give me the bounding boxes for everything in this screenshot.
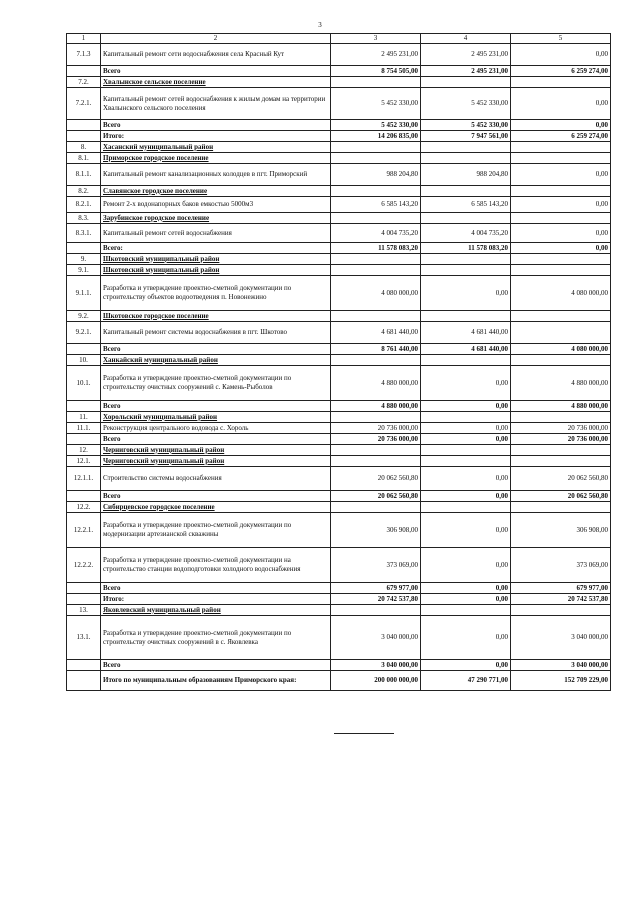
total-amount-cell: 14 206 835,00 xyxy=(331,131,421,142)
regional-funds-cell: 0,00 xyxy=(421,423,511,434)
regional-funds-cell xyxy=(421,77,511,88)
remaining-amount-cell: 6 259 274,00 xyxy=(511,131,611,142)
total-amount-cell: 8 761 440,00 xyxy=(331,344,421,355)
district-section-row xyxy=(67,254,611,265)
total-amount-cell: 4 004 735,20 xyxy=(331,224,421,243)
remaining-amount-cell xyxy=(511,213,611,224)
row-name-cell: Ханкайский муниципальный район xyxy=(101,355,331,366)
remaining-amount-cell: 0,00 xyxy=(511,88,611,120)
row-code-cell: 12.1. xyxy=(67,456,101,467)
row-name-cell: Капитальный ремонт канализационных колодцев в пгт. Приморский xyxy=(101,164,331,186)
total-amount-cell: 4 880 000,00 xyxy=(331,366,421,401)
total-row xyxy=(67,583,611,594)
remaining-amount-cell: 0,00 xyxy=(511,120,611,131)
total-row xyxy=(67,671,611,691)
remaining-amount-cell xyxy=(511,142,611,153)
row-code-cell: 9.2. xyxy=(67,311,101,322)
remaining-amount-cell: 20 062 560,80 xyxy=(511,491,611,502)
row-code-cell: 8. xyxy=(67,142,101,153)
regional-funds-cell: 4 681 440,00 xyxy=(421,344,511,355)
total-amount-cell: 20 736 000,00 xyxy=(331,423,421,434)
row-code-cell: 12.2. xyxy=(67,502,101,513)
settlement-section-row xyxy=(67,153,611,164)
row-code-cell xyxy=(67,131,101,142)
remaining-amount-cell: 20 736 000,00 xyxy=(511,423,611,434)
table-row xyxy=(67,513,611,548)
remaining-amount-cell xyxy=(511,265,611,276)
regional-funds-cell: 0,00 xyxy=(421,401,511,412)
remaining-amount-cell xyxy=(511,456,611,467)
total-amount-cell: 20 062 560,80 xyxy=(331,491,421,502)
row-code-cell: 13.1. xyxy=(67,616,101,660)
row-name-cell: Всего xyxy=(101,120,331,131)
row-code-cell: 8.2. xyxy=(67,186,101,197)
total-amount-cell xyxy=(331,355,421,366)
regional-funds-cell: 11 578 083,20 xyxy=(421,243,511,254)
remaining-amount-cell: 6 259 274,00 xyxy=(511,66,611,77)
remaining-amount-cell xyxy=(511,186,611,197)
row-code-cell: 9.1. xyxy=(67,265,101,276)
regional-funds-cell: 0,00 xyxy=(421,616,511,660)
settlement-section-row xyxy=(67,456,611,467)
remaining-amount-cell: 0,00 xyxy=(511,44,611,66)
regional-funds-cell: 0,00 xyxy=(421,594,511,605)
regional-funds-cell: 0,00 xyxy=(421,660,511,671)
total-amount-cell: 20 062 560,80 xyxy=(331,467,421,491)
total-amount-cell xyxy=(331,265,421,276)
regional-funds-cell: 0,00 xyxy=(421,583,511,594)
regional-funds-cell: 7 947 561,00 xyxy=(421,131,511,142)
regional-funds-cell: 0,00 xyxy=(421,276,511,311)
row-name-cell: Капитальный ремонт сетей водоснабжения к жилым домам на территории Хвалынского сельского поселения xyxy=(101,88,331,120)
total-amount-cell: 6 585 143,20 xyxy=(331,197,421,213)
row-name-cell: Всего xyxy=(101,583,331,594)
row-name-cell: Итого по муниципальным образованиям Приморского края: xyxy=(101,671,331,691)
table-row xyxy=(67,366,611,401)
row-name-cell: Разработка и утверждение проектно-сметной документации по модернизации артезианской скважины xyxy=(101,513,331,548)
row-name-cell: Итого: xyxy=(101,594,331,605)
remaining-amount-cell: 152 709 229,00 xyxy=(511,671,611,691)
row-name-cell: Капитальный ремонт сетей водоснабжения xyxy=(101,224,331,243)
row-name-cell: Сибирцевское городское поселение xyxy=(101,502,331,513)
row-name-cell: Черниговский муниципальный район xyxy=(101,445,331,456)
regional-funds-cell: 5 452 330,00 xyxy=(421,88,511,120)
regional-funds-cell xyxy=(421,412,511,423)
settlement-section-row xyxy=(67,213,611,224)
remaining-amount-cell xyxy=(511,412,611,423)
row-code-cell: 8.3.1. xyxy=(67,224,101,243)
settlement-section-row xyxy=(67,502,611,513)
row-name-cell: Реконструкция центрального водовода с. Хороль xyxy=(101,423,331,434)
row-name-cell: Строительство системы водоснабжения xyxy=(101,467,331,491)
row-code-cell: 11. xyxy=(67,412,101,423)
regional-funds-cell xyxy=(421,153,511,164)
total-row xyxy=(67,491,611,502)
remaining-amount-cell: 3 040 000,00 xyxy=(511,616,611,660)
table-row xyxy=(67,616,611,660)
row-code-cell xyxy=(67,583,101,594)
district-section-row xyxy=(67,355,611,366)
settlement-section-row xyxy=(67,186,611,197)
row-code-cell: 10.1. xyxy=(67,366,101,401)
row-code-cell: 12.2.1. xyxy=(67,513,101,548)
settlement-section-row xyxy=(67,77,611,88)
regional-funds-cell: 47 290 771,00 xyxy=(421,671,511,691)
remaining-amount-cell: 20 736 000,00 xyxy=(511,434,611,445)
row-name-cell: Зарубинское городское поселение xyxy=(101,213,331,224)
remaining-amount-cell xyxy=(511,254,611,265)
table-row xyxy=(67,44,611,66)
total-row xyxy=(67,344,611,355)
table-row xyxy=(67,423,611,434)
total-amount-cell xyxy=(331,153,421,164)
total-row xyxy=(67,660,611,671)
regional-funds-cell xyxy=(421,186,511,197)
district-section-row xyxy=(67,142,611,153)
row-name-cell: Разработка и утверждение проектно-сметной документации на строительство станции водоподготовки холодного водоснабжения xyxy=(101,548,331,583)
total-amount-cell: 306 908,00 xyxy=(331,513,421,548)
regional-funds-cell xyxy=(421,265,511,276)
remaining-amount-cell: 306 908,00 xyxy=(511,513,611,548)
table-row xyxy=(67,88,611,120)
row-name-cell: Шкотовский муниципальный район xyxy=(101,254,331,265)
remaining-amount-cell: 0,00 xyxy=(511,224,611,243)
row-name-cell: Разработка и утверждение проектно-сметной документации по строительству очистных сооружений в с. Яковлевка xyxy=(101,616,331,660)
total-amount-cell xyxy=(331,142,421,153)
budget-table xyxy=(66,33,611,691)
regional-funds-cell xyxy=(421,213,511,224)
remaining-amount-cell xyxy=(511,445,611,456)
row-code-cell xyxy=(67,491,101,502)
remaining-amount-cell xyxy=(511,355,611,366)
remaining-amount-cell xyxy=(511,77,611,88)
header-cell-1: 1 xyxy=(67,34,101,44)
row-code-cell: 12. xyxy=(67,445,101,456)
settlement-section-row xyxy=(67,311,611,322)
total-amount-cell: 988 204,80 xyxy=(331,164,421,186)
row-code-cell xyxy=(67,344,101,355)
total-amount-cell: 2 495 231,00 xyxy=(331,44,421,66)
total-amount-cell: 4 080 000,00 xyxy=(331,276,421,311)
total-amount-cell: 5 452 330,00 xyxy=(331,120,421,131)
total-row xyxy=(67,594,611,605)
row-code-cell: 12.1.1. xyxy=(67,467,101,491)
page-number: 3 xyxy=(318,21,322,29)
row-code-cell: 8.2.1. xyxy=(67,197,101,213)
row-name-cell: Всего: xyxy=(101,243,331,254)
district-section-row xyxy=(67,605,611,616)
total-amount-cell xyxy=(331,311,421,322)
remaining-amount-cell: 3 040 000,00 xyxy=(511,660,611,671)
row-code-cell: 8.1.1. xyxy=(67,164,101,186)
row-name-cell: Черниговский муниципальный район xyxy=(101,456,331,467)
column-number-header xyxy=(67,34,611,44)
row-name-cell: Всего xyxy=(101,401,331,412)
header-cell-5: 5 xyxy=(511,34,611,44)
regional-funds-cell: 4 004 735,20 xyxy=(421,224,511,243)
regional-funds-cell: 2 495 231,00 xyxy=(421,44,511,66)
row-name-cell: Славянское городское поселение xyxy=(101,186,331,197)
end-of-table-line xyxy=(334,733,394,734)
header-cell-2: 2 xyxy=(101,34,331,44)
regional-funds-cell: 0,00 xyxy=(421,513,511,548)
remaining-amount-cell xyxy=(511,311,611,322)
row-code-cell: 8.3. xyxy=(67,213,101,224)
table-row xyxy=(67,197,611,213)
row-name-cell: Всего xyxy=(101,66,331,77)
total-amount-cell xyxy=(331,213,421,224)
row-code-cell: 9.2.1. xyxy=(67,322,101,344)
regional-funds-cell: 0,00 xyxy=(421,548,511,583)
total-row xyxy=(67,131,611,142)
total-amount-cell: 20 742 537,80 xyxy=(331,594,421,605)
total-amount-cell: 3 040 000,00 xyxy=(331,660,421,671)
total-amount-cell xyxy=(331,186,421,197)
row-code-cell: 9. xyxy=(67,254,101,265)
remaining-amount-cell: 20 742 537,80 xyxy=(511,594,611,605)
remaining-amount-cell: 0,00 xyxy=(511,243,611,254)
row-code-cell: 8.1. xyxy=(67,153,101,164)
row-code-cell xyxy=(67,401,101,412)
total-amount-cell: 4 681 440,00 xyxy=(331,322,421,344)
regional-funds-cell: 0,00 xyxy=(421,366,511,401)
header-cell-4: 4 xyxy=(421,34,511,44)
total-row xyxy=(67,243,611,254)
row-name-cell: Хорольский муниципальный район xyxy=(101,412,331,423)
total-amount-cell xyxy=(331,254,421,265)
row-name-cell: Всего xyxy=(101,491,331,502)
total-amount-cell: 373 069,00 xyxy=(331,548,421,583)
row-name-cell: Всего xyxy=(101,434,331,445)
table-row xyxy=(67,548,611,583)
row-name-cell: Ремонт 2-х водонапорных баков емкостью 5000м3 xyxy=(101,197,331,213)
regional-funds-cell xyxy=(421,502,511,513)
remaining-amount-cell: 4 880 000,00 xyxy=(511,366,611,401)
row-name-cell: Разработка и утверждение проектно-сметной документации по строительству очистных сооружений с. Камень-Рыболов xyxy=(101,366,331,401)
row-name-cell: Разработка и утверждение проектно-сметной документации по строительству объектов водоотведения п. Новонежино xyxy=(101,276,331,311)
row-code-cell xyxy=(67,243,101,254)
row-name-cell: Всего xyxy=(101,344,331,355)
row-code-cell: 11.1. xyxy=(67,423,101,434)
total-amount-cell xyxy=(331,77,421,88)
total-amount-cell xyxy=(331,605,421,616)
regional-funds-cell xyxy=(421,311,511,322)
row-code-cell: 7.2. xyxy=(67,77,101,88)
total-row xyxy=(67,434,611,445)
row-name-cell: Приморское городское поселение xyxy=(101,153,331,164)
row-code-cell xyxy=(67,671,101,691)
row-code-cell xyxy=(67,594,101,605)
total-row xyxy=(67,66,611,77)
total-amount-cell: 5 452 330,00 xyxy=(331,88,421,120)
total-amount-cell xyxy=(331,456,421,467)
remaining-amount-cell: 4 880 000,00 xyxy=(511,401,611,412)
table-row xyxy=(67,224,611,243)
row-name-cell: Итого: xyxy=(101,131,331,142)
row-name-cell: Капитальный ремонт системы водоснабжения в пгт. Шкотово xyxy=(101,322,331,344)
regional-funds-cell xyxy=(421,605,511,616)
total-amount-cell xyxy=(331,445,421,456)
total-amount-cell: 3 040 000,00 xyxy=(331,616,421,660)
header-cell-3: 3 xyxy=(331,34,421,44)
regional-funds-cell: 0,00 xyxy=(421,467,511,491)
row-name-cell: Капитальный ремонт сети водоснабжения села Красный Кут xyxy=(101,44,331,66)
total-amount-cell: 679 977,00 xyxy=(331,583,421,594)
total-row xyxy=(67,120,611,131)
table-row xyxy=(67,467,611,491)
row-code-cell xyxy=(67,434,101,445)
total-row xyxy=(67,401,611,412)
row-code-cell: 9.1.1. xyxy=(67,276,101,311)
remaining-amount-cell: 4 080 000,00 xyxy=(511,276,611,311)
regional-funds-cell xyxy=(421,355,511,366)
district-section-row xyxy=(67,445,611,456)
remaining-amount-cell: 0,00 xyxy=(511,197,611,213)
row-code-cell: 7.2.1. xyxy=(67,88,101,120)
regional-funds-cell: 5 452 330,00 xyxy=(421,120,511,131)
row-name-cell: Шкотовское городское поселение xyxy=(101,311,331,322)
row-code-cell xyxy=(67,66,101,77)
regional-funds-cell: 6 585 143,20 xyxy=(421,197,511,213)
row-name-cell: Шкотовский муниципальный район xyxy=(101,265,331,276)
regional-funds-cell xyxy=(421,254,511,265)
total-amount-cell: 11 578 083,20 xyxy=(331,243,421,254)
regional-funds-cell xyxy=(421,445,511,456)
row-name-cell: Яковлевский муниципальный район xyxy=(101,605,331,616)
remaining-amount-cell xyxy=(511,502,611,513)
row-code-cell: 7.1.3 xyxy=(67,44,101,66)
total-amount-cell xyxy=(331,412,421,423)
table-row xyxy=(67,164,611,186)
district-section-row xyxy=(67,412,611,423)
remaining-amount-cell xyxy=(511,153,611,164)
row-name-cell: Хвалынское сельское поселение xyxy=(101,77,331,88)
regional-funds-cell: 4 681 440,00 xyxy=(421,322,511,344)
regional-funds-cell xyxy=(421,142,511,153)
row-code-cell: 12.2.2. xyxy=(67,548,101,583)
row-name-cell: Всего xyxy=(101,660,331,671)
total-amount-cell xyxy=(331,502,421,513)
total-amount-cell: 200 000 000,00 xyxy=(331,671,421,691)
remaining-amount-cell xyxy=(511,605,611,616)
regional-funds-cell: 0,00 xyxy=(421,434,511,445)
regional-funds-cell: 2 495 231,00 xyxy=(421,66,511,77)
remaining-amount-cell: 4 080 000,00 xyxy=(511,344,611,355)
total-amount-cell: 8 754 505,00 xyxy=(331,66,421,77)
row-code-cell xyxy=(67,660,101,671)
total-amount-cell: 4 880 000,00 xyxy=(331,401,421,412)
table-row xyxy=(67,322,611,344)
row-code-cell xyxy=(67,120,101,131)
table-row xyxy=(67,276,611,311)
settlement-section-row xyxy=(67,265,611,276)
regional-funds-cell: 0,00 xyxy=(421,491,511,502)
remaining-amount-cell: 20 062 560,80 xyxy=(511,467,611,491)
remaining-amount-cell: 0,00 xyxy=(511,164,611,186)
regional-funds-cell: 988 204,80 xyxy=(421,164,511,186)
row-name-cell: Хасанский муниципальный район xyxy=(101,142,331,153)
row-code-cell: 13. xyxy=(67,605,101,616)
row-code-cell: 10. xyxy=(67,355,101,366)
regional-funds-cell xyxy=(421,456,511,467)
remaining-amount-cell: 679 977,00 xyxy=(511,583,611,594)
remaining-amount-cell xyxy=(511,322,611,344)
total-amount-cell: 20 736 000,00 xyxy=(331,434,421,445)
remaining-amount-cell: 373 069,00 xyxy=(511,548,611,583)
